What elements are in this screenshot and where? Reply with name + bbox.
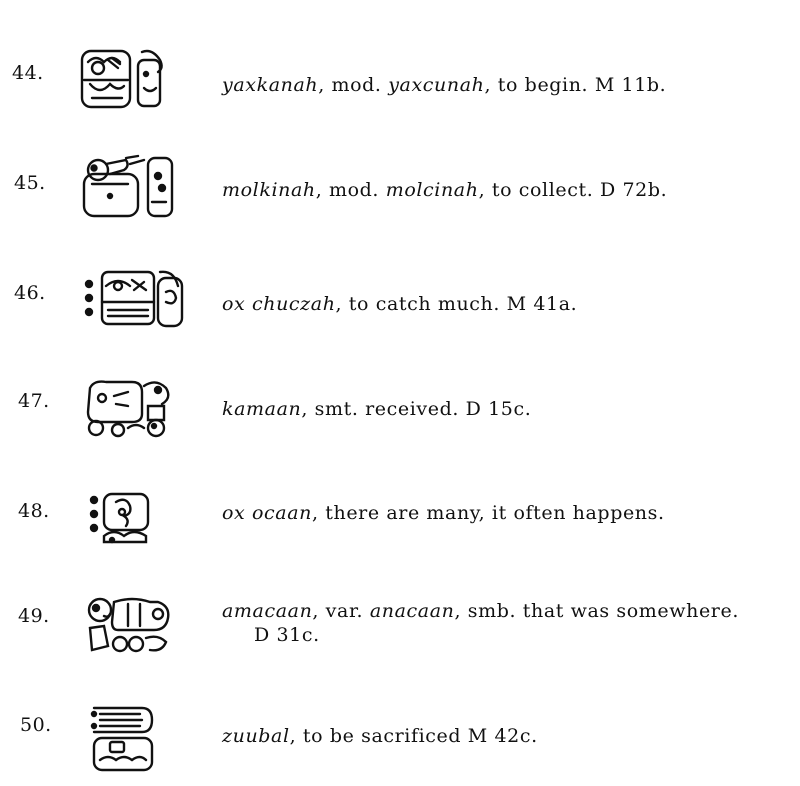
entry-term: amacaan	[222, 600, 313, 622]
maya-glyph-amacaan-icon	[84, 594, 176, 656]
maya-glyph-ox-chuczah-icon	[84, 266, 186, 330]
maya-glyph-yaxkanah-icon	[78, 46, 168, 112]
entry-number: 50.	[20, 714, 52, 736]
entry-number: 46.	[14, 282, 46, 304]
entry-definition	[222, 292, 577, 316]
entry-separator: , mod.	[315, 179, 386, 201]
maya-glyph-zuubal-icon	[90, 704, 158, 774]
entry-reference: D 31c.	[254, 624, 320, 646]
entry-gloss: , to collect. D 72b.	[478, 179, 668, 201]
entry-number: 48.	[18, 500, 50, 522]
entry-number: 44.	[12, 62, 44, 84]
entry-term: yaxkanah	[222, 74, 319, 96]
entry-term: zuubal	[222, 725, 290, 747]
entry-gloss: , there are many, it often happens.	[311, 502, 665, 524]
entry-variant: molcinah	[385, 179, 479, 201]
entry-definition	[222, 73, 666, 97]
entry-separator: , var.	[312, 600, 370, 622]
entry-number: 47.	[18, 390, 50, 412]
entry-term: ox ocaan	[222, 502, 312, 524]
entry-term: molkinah	[222, 179, 316, 201]
entry-definition	[222, 501, 665, 525]
entry-gloss: , smt. received. D 15c.	[301, 398, 532, 420]
entry-definition	[222, 178, 667, 202]
entry-gloss: , to be sacrificed M 42c.	[289, 725, 538, 747]
maya-glyph-kamaan-icon	[84, 378, 178, 438]
entry-number: 49.	[18, 605, 50, 627]
maya-glyph-molkinah-icon	[80, 154, 180, 220]
entry-definition	[222, 599, 739, 647]
entry-number: 45.	[14, 172, 46, 194]
entry-gloss: , to begin. M 11b.	[484, 74, 667, 96]
entry-term: kamaan	[222, 398, 302, 420]
entry-variant: yaxcunah	[388, 74, 485, 96]
entry-separator: , mod.	[318, 74, 389, 96]
entry-definition	[222, 724, 538, 748]
entry-gloss: , smb. that was somewhere.	[454, 600, 739, 622]
entry-gloss: , to catch much. M 41a.	[335, 293, 578, 315]
entry-term: ox chuczah	[222, 293, 336, 315]
entry-definition	[222, 397, 531, 421]
entry-variant: anacaan	[369, 600, 455, 622]
maya-glyph-ox-ocaan-icon	[88, 490, 162, 548]
